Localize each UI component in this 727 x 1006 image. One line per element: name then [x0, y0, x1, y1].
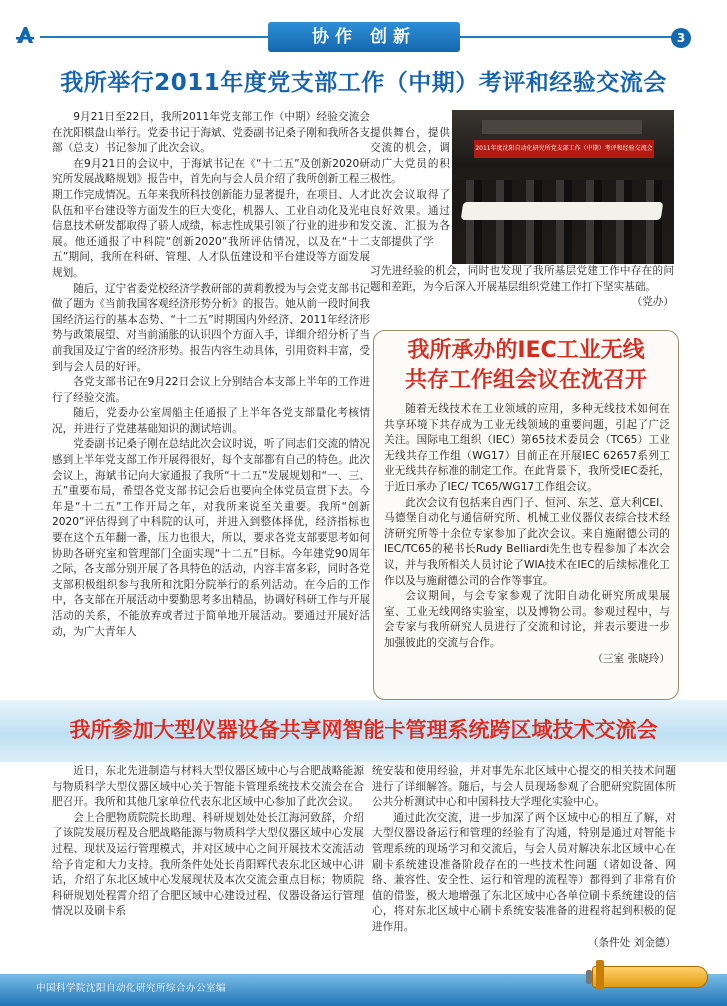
- page-number: 3: [671, 28, 691, 48]
- page-header: [0, 0, 727, 62]
- article2-title-line2: 共存工作组会议在沈召开: [404, 368, 647, 393]
- paragraph: 随着无线技术在工业领域的应用，多种无线技术如何在共享环境下共存成为工业无线领域的重要问题，引起了广泛关注。国际电工组织（IEC）第65技术委员会（TC65）工业无线共存工作组（WG17）目前正在开展IEC 62657系列工业无线共存标准的制定工作。在此背景下，我所受IEC委托，于近日承办了IEC/ TC65/WG17工作组会议。: [384, 403, 670, 493]
- byline: （三室 张晓玲）: [592, 652, 670, 665]
- photo-banner: 2011年度沈阳自动化研究所党支部工作（中期）考评和经验交流会: [474, 140, 654, 158]
- underwater-robot-icon: [592, 966, 708, 988]
- article2-body: [384, 402, 670, 667]
- photo-screen: [482, 120, 642, 134]
- byline: （条件处 刘金德）: [587, 936, 676, 949]
- paragraph: 统安装和使用经验，并对事先东北区域中心提交的相关技术问题进行了详细解答。随后，与会人员现场参观了合肥研究院固体所公共分析测试中心和中国科技大学理化实验中心。: [372, 765, 676, 809]
- paragraph: 随后，辽宁省委党校经济学教研部的黄莉教授为与会党支部书记做了题为《当前我国客观经济形势分析》的报告。她从前一段时间我国经济运行的基本态势、“十二五”时期国内外经济、2011年经济形势与政策展望、对当前涌胀的认识四个方面入手，详细介绍分析了当前我国及辽宁省的经济形势。报告内容生动具体，引用资料丰富，受到与会人员的好评。: [52, 282, 370, 373]
- paragraph: 此次会议有包括来自西门子、恒河、东芝、意大利CEI、马德堡自动化与通信研究所、机械工业仪器仪表综合技术经济研究所等十余位专家参加了此次会议。来自施耐德公司的IEC/TC65的秘书长Rudy Belliardi先生也专程参加了本次会议，并与我所相关人员讨论了WIA技术在IEC的后续标准化工作以及与施耐德公司的合作等事宜。: [384, 496, 670, 587]
- article1-left-column: [52, 110, 370, 640]
- photo-table: [461, 202, 664, 220]
- paragraph: 通过此次交流，进一步加深了两个区域中心的相互了解，对大型仪器设备运行和管理的经验有了沟通，特别是通过对智能卡管理系统的现场学习和交流后，与会人员对解决东北区域中心在刷卡系统建设准备阶段存在的一些技术性问题（诸如设备、网络、兼容性、安全性、运行和管理的流程等）都得到了非常有价值的借鉴，极大地增强了东北区域中心各单位刷卡系统建设的信心，将对东北区域中心刷卡系统安装准备的进程将起到积极的促进作用。: [372, 811, 676, 933]
- paragraph: 在9月21日的会议中，于海斌书记在《“十二五”及创新2020研究所发展战略规划》报告中，首先向与会人员介绍了我所创新工程三期工作完成情况。五年来我所科技创新能力显著提升，在项目、人才队伍和平台建设等方面发生的巨大变化，机器人、工业自动化及光电信息技术研发都取得了骄人成绩，标志性成果引领了行业的进步和发展。他还通报了中科院“创新2020”我所评估情况，以及在“十二五”期间，我所在科研、管理、人才队伍建设和平台建设等方面发展规划。: [52, 157, 370, 279]
- paragraph: 近日，东北先进制造与材料大型仪器区域中心与合肥战略能源与物质科学大型仪器区域中心关于智能卡管理系统技术交流会在合肥召开。我所和其他几家单位代表东北区域中心参加了此次会议。: [52, 765, 364, 809]
- paragraph: 随后，党委办公室周船主任通报了上半年各党支部量化考核情况，并进行了党建基础知识的测试培训。: [52, 407, 370, 435]
- article3-left-column: [52, 764, 364, 920]
- meeting-photo: [452, 110, 674, 264]
- paragraph: 习先进经验的机会，同时也发现了我所基层党建工作中存在的问题和差距，为今后深入开展基层组织党建工作打下坚实基础。: [370, 265, 674, 293]
- paragraph: 9月21日至22日，我所2011年党支部工作（中期）经验交流会在沈阳棋盘山举行。党委书记于海斌、党委副书记桑子刚和我所各支部（总支）书记参加了此次会议。: [52, 111, 370, 155]
- article1-narrow-column: [370, 110, 450, 266]
- article1-right-column: [370, 264, 674, 311]
- photo-attendees: [452, 180, 674, 264]
- article1-title: 我所举行2011年度党支部工作（中期）考评和经验交流会: [60, 70, 667, 96]
- robot-fin: [596, 960, 604, 990]
- byline: （党办）: [631, 296, 674, 309]
- article3-right-column: [372, 764, 676, 951]
- paragraph: 各党支部书记在9月22日会议上分别结合本支部上半年的工作进行了经验交流。: [52, 376, 370, 404]
- article2-title-line1: 我所承办的IEC工业无线: [407, 338, 645, 363]
- paragraph: 党委副书记桑子刚在总结此次会议时说，听了同志们交流的情况感到上半年党支部工作开展得很好，每个支部都有自己的特色。此次会议上，海斌书记向大家通报了我所“十二五”发展规划和“一、三、五”重要布局，希望各党支部书记会后也要向全体党员宣贯下去。今年是“十二五”工作开局之年，对我所来说至关重要。我所“创新2020”评估得到了中科院的认可，并进入到整体择优，经济指标也要在这个五年翻一番，压力也很大，所以，要求各党支部要思考如何协助各研究室和管理部门全面实现“十二五”目标。今年建党90周年之际，各支部分别开展了各具特色的活动，内容丰富多彩，同时各党支部积极组织参与我所和沈阳分院举行的系列活动。在今后的工作中，各支部在开展活动中要勤思考多出精品，协调好科研工作与开展活动的关系，不能放弃或者过于简单地开展活动。要通过开展好活动，为广大青年人: [52, 438, 370, 638]
- article2-title: [373, 336, 679, 396]
- paragraph: 提供舞台，提供交流的机会，调动广大党员的积极性。 此次会议取得了良好效果。通过交流、汇报为各支部提供了学: [370, 126, 450, 248]
- section-title: 协作 创新: [312, 27, 416, 47]
- paragraph: 会议期间，与会专家参观了沈阳自动化研究所成果展室、工业无线网络实验室，以及博物公司。参观过程中，与会专家与我所研究人员进行了交流和讨论，并表示要进一步加强彼此的交流与合作。: [384, 590, 670, 649]
- paragraph: 会上合肥物质院院长助理、科研规划处处长江海河致辞，介绍了该院发展历程及合肥战略能源与物质科学大型仪器区域中心发展过程、现状及运行管理模式，并对区域中心之间开展技术交流活动给予肯定和大力支持。我所条件处处长肖阳辉代表东北区域中心讲话，介绍了东北区域中心发展现状及本次交流会重点目标；物质院科研规划处程霄介绍了合肥区域中心建设过程、仪器设备运行管理情况以及刷卡系: [52, 811, 364, 918]
- footer-text: 中国科学院沈阳自动化研究所综合办公室编: [36, 983, 227, 994]
- institute-logo-icon: [14, 24, 36, 46]
- article3-title: 我所参加大型仪器设备共享网智能卡管理系统跨区域技术交流会: [69, 718, 658, 742]
